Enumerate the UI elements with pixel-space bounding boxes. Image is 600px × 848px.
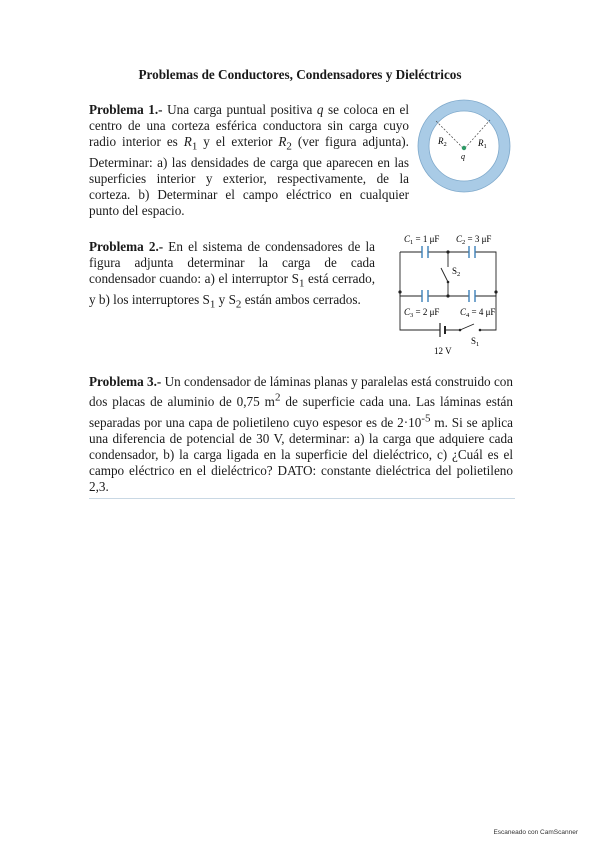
s1-label: $S_1$ bbox=[471, 336, 480, 348]
node bbox=[494, 290, 497, 293]
problem-1 bbox=[89, 102, 409, 219]
r1-label: $R_1$ bbox=[478, 138, 487, 150]
node bbox=[446, 294, 449, 297]
problem-2-text: En el sistema de condensadores de la figura adjunta determinar la carga de cada condensador cuando: a) el interruptor $S_1$ está cerrado, y b) los interruptores $S_1$ y $S_2$ están ambos cerrados. bbox=[89, 239, 375, 311]
page-title: Problemas de Conductores, Condensadores y Dieléctricos bbox=[138, 67, 462, 82]
node bbox=[398, 290, 401, 293]
s2-label: $S_2$ bbox=[452, 266, 461, 278]
problem-1-label: Problema 1.- bbox=[89, 102, 163, 117]
c1-label: $C_1 = 1$ μF bbox=[404, 234, 440, 246]
r2-label: $R_2$ bbox=[438, 136, 447, 148]
problem-3 bbox=[89, 374, 513, 495]
problem-2-label: Problema 2.- bbox=[89, 239, 164, 254]
problem-3-text: Un condensador de láminas planas y paralelas está construido con dos placas de aluminio de 0,75 $m^2$ de superficie cada una. Las láminas están separadas por una capa de polietileno cuyo espesor es de $2\cdot 10^{-5}$ m. Si se aplica una diferencia de potencial de 30 V, determinar: a) la carga que adquiere cada condensador, b) la carga ligada en la superficie del dieléctrico, c) ¿Cuál es el campo eléctrico en el dieléctrico? DATO: constante dieléctrica del polietileno 2,3. bbox=[89, 374, 513, 494]
capacitor-circuit-figure bbox=[378, 230, 518, 365]
divider-line bbox=[89, 498, 515, 499]
problem-3-label: Problema 3.- bbox=[89, 374, 162, 389]
node bbox=[446, 250, 449, 253]
spherical-shell-figure bbox=[416, 98, 512, 199]
battery-label: 12 V bbox=[434, 346, 452, 356]
s1-blade bbox=[460, 324, 474, 330]
problem-1-text: Una carga puntual positiva q se coloca en el centro de una corteza esférica conductora sin carga cuyo radio interior es $R_1$ y el exterior $R_2$ (ver figura adjunta). Determinar: a) las densidades de carga que aparecen en las superficies interior y exterior, respectivamente, de la corteza. b) Determinar el campo eléctrico en cualquier punto del espacio. bbox=[89, 102, 409, 218]
c3-label: $C_3 = 2$ μF bbox=[404, 307, 440, 319]
problem-2 bbox=[89, 239, 375, 312]
scanner-watermark: Escaneado con CamScanner bbox=[493, 829, 578, 836]
node bbox=[479, 329, 482, 332]
c4-label: $C_4 = 4$ μF bbox=[460, 307, 496, 319]
s2-blade bbox=[441, 268, 448, 282]
node bbox=[447, 281, 450, 284]
point-charge bbox=[462, 146, 466, 150]
c2-label: $C_2 = 3$ μF bbox=[456, 234, 492, 246]
q-label: q bbox=[461, 152, 465, 161]
node bbox=[459, 329, 462, 332]
